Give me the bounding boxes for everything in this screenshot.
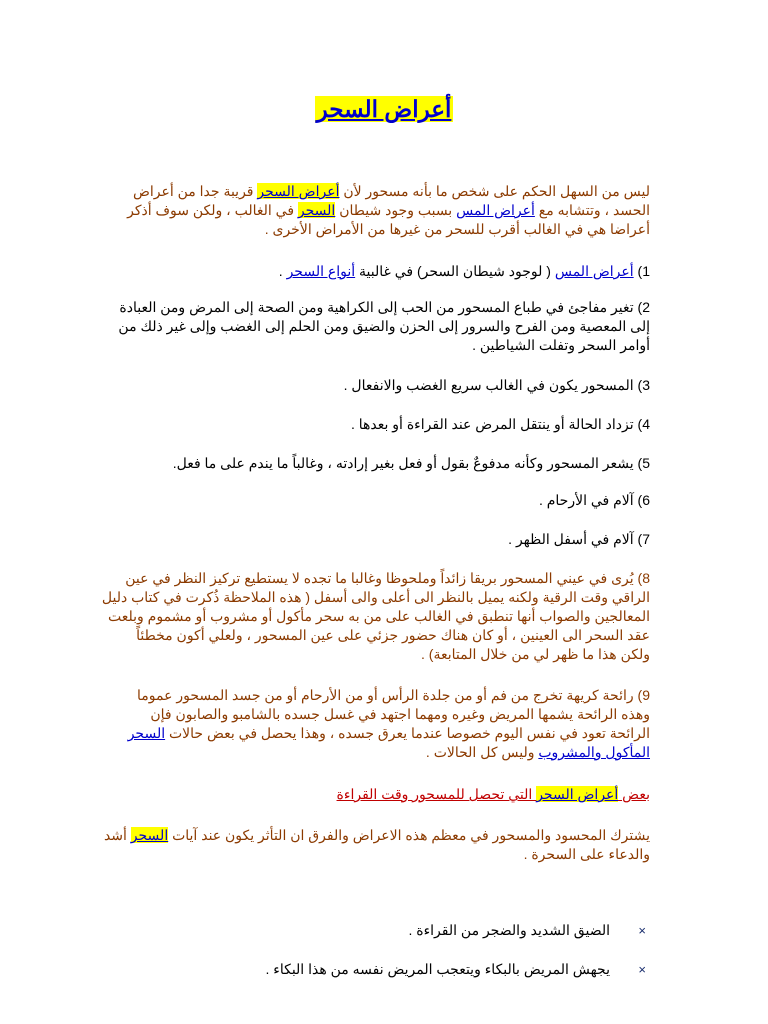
list-item-4: 4) تزداد الحالة أو ينتقل المرض عند القراءة أو بعدها . xyxy=(350,416,650,432)
section-subheading: بعض أعراض السحر التي تحصل للمسحور وقت القراءة xyxy=(336,786,650,802)
list-item-2: 2) تغير مفاجئ في طباع المسحور من الحب إلى الكراهية ومن الصحة إلى المرض ومن العبادة إلى المعصية ومن الفرح والسرور إلى الحزن والضيق ومن الحلم إلى الغضب وإلى غير ذلك من أوامر السحر وتفلت الشياطين . xyxy=(118,299,650,353)
link-sihr[interactable]: السحر xyxy=(297,202,336,218)
list-item-8: 8) يُرى في عيني المسحور بريقا زائداً وملحوظا وغالبا ما تجده لا يستطيع تركيز النظر في عين الراقي وقت الرقية ولكنه يميل بالنظر الى أعلى والى أسفل ( هذه الملاحظة ذُكرت في كتاب دليل المعالجين والصواب أنها تنطبق في الغالب على من به سحر مأكول أو مشروب أو مشموم وبلعت عقد السحر الى العينين ، أو كان هناك حضور جزئي على عين المسحور ، ولعلي أكون مخطئاً ولكن هذا ما ظهر لي من خلال المتابعة) . xyxy=(101,570,650,662)
link-sihr-symptoms[interactable]: أعراض السحر xyxy=(257,183,340,199)
list-item-1: 1) أعراض المس ( لوجود شيطان السحر) في غالبية أنواع السحر . xyxy=(278,263,650,279)
list-item-9: 9) رائحة كريهة تخرج من فم أو من جلدة الرأس أو من الأرحام أو من جسد المسحور عموما وهذه الرائحة يشمها المريض وغيره ومهما اجتهد في غسل جسده بالشامبو والصابون فإن الرائحة تعود في نفس اليوم خصوصا عندما يعرق جسده ، وهذا يحصل في بعض حالات السحر المأكول والمشروب وليس كل الحالات . xyxy=(127,687,650,760)
link-sihr-2[interactable]: السحر xyxy=(127,725,166,741)
intro-line-1: ليس من السهل الحكم على شخص ما بأنه مسحور لأن أعراض السحر قريبة جدا من أعراض xyxy=(132,183,650,199)
note-paragraph: يشترك المحسود والمسحور في معظم هذه الاعراض والفرق ان التأثر يكون عند آيات السحر أشد والدعاء على السحرة . xyxy=(103,827,650,862)
link-sihr-symptoms-2[interactable]: أعراض السحر xyxy=(536,786,619,802)
link-sihr-types[interactable]: أنواع السحر xyxy=(286,263,356,279)
bullet-item-2: × يجهش المريض بالبكاء ويتعجب المريض نفسه من هذا البكاء . xyxy=(265,961,646,977)
page-title-text: أعراض السحر xyxy=(316,96,452,122)
link-mass-symptoms-2[interactable]: أعراض المس xyxy=(554,263,634,279)
intro-line-2: الحسد ، وتتشابه مع أعراض المس بسبب وجود شيطان السحر في الغالب ، ولكن سوف أذكر xyxy=(127,202,650,218)
x-bullet-icon: × xyxy=(638,962,646,977)
link-sihr-3[interactable]: السحر xyxy=(130,827,169,843)
list-item-7: 7) آلام في أسفل الظهر . xyxy=(508,531,650,547)
list-item-5: 5) يشعر المسحور وكأنه مدفوعٌ بقول أو فعل بغير إرادته ، وغالباً ما يندم على ما فعل. xyxy=(172,455,650,471)
list-item-3: 3) المسحور يكون في الغالب سريع الغضب والانفعال . xyxy=(343,377,650,393)
x-bullet-icon: × xyxy=(638,923,646,938)
page-title xyxy=(0,94,768,124)
link-mass-symptoms[interactable]: أعراض المس xyxy=(456,202,535,218)
list-item-6: 6) آلام في الأرحام . xyxy=(538,492,650,508)
intro-paragraph xyxy=(116,182,650,239)
intro-line-3: أعراضا هي في الغالب أقرب للسحر من غيرها من الأمراض الأخرى . xyxy=(264,221,650,237)
bullet-item-1: × الضيق الشديد والضجر من القراءة . xyxy=(408,922,646,938)
link-eaten-drunk[interactable]: المأكول والمشروب xyxy=(538,744,650,760)
